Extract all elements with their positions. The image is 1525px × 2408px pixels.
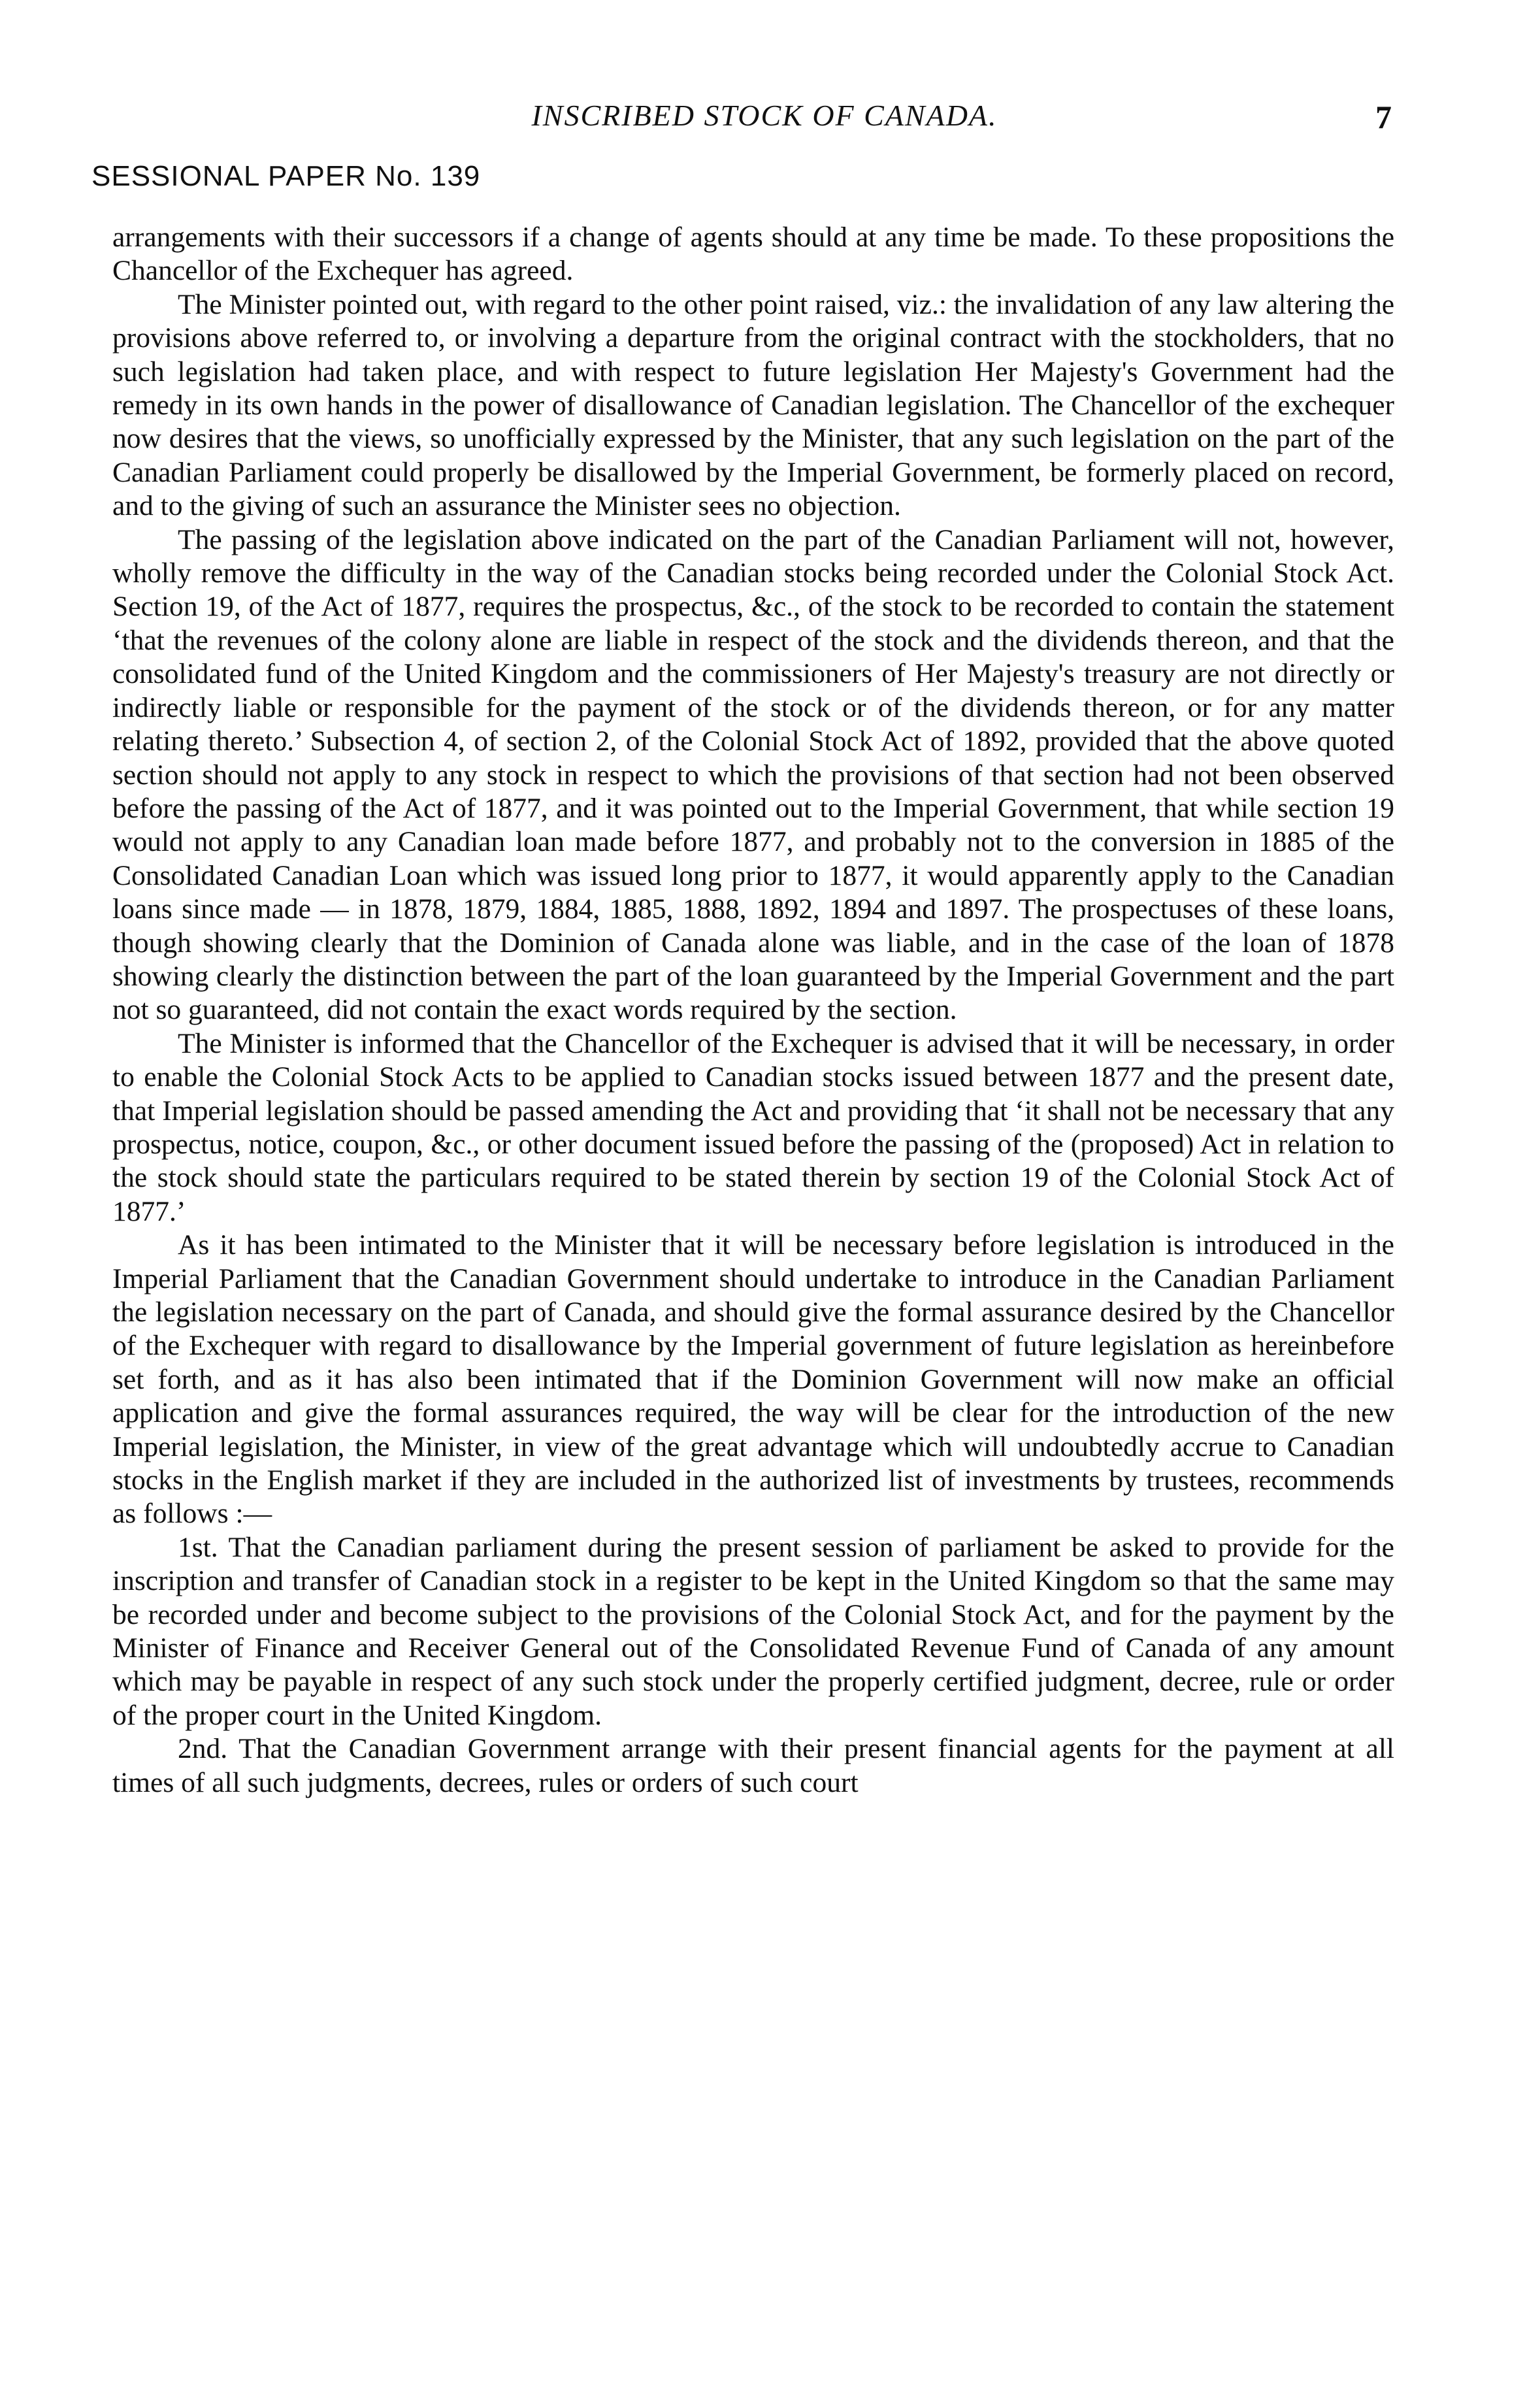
running-title: INSCRIBED STOCK OF CANADA. xyxy=(531,99,998,132)
paragraph: The passing of the legislation above indicated on the part of the Canadian Parliament will not, however, wholly remove the difficulty in the way of the Canadian stocks being recorded under the Colonial Stock Act. Section 19, of the Act of 1877, requires the prospectus, &c., of the stock to be recorded to contain the statement ‘that the revenues of the colony alone are liable in respect of the stock and the dividends thereon, and that the consolidated fund of the United Kingdom and the commissioners of Her Majesty's treasury are not directly or indirectly liable or responsible for the payment of the stock or of the dividends thereon, or for any matter relating thereto.’ Subsection 4, of section 2, of the Colonial Stock Act of 1892, provided that the above quoted section should not apply to any stock in respect to which the provisions of that section had not been observed before the passing of the Act of 1877, and it was pointed out to the Imperial Government, that while section 19 would not apply to any Canadian loan made before 1877, and probably not to the conversion in 1885 of the Consolidated Canadian Loan which was issued long prior to 1877, it would apparently apply to the Canadian loans since made — in 1878, 1879, 1884, 1885, 1888, 1892, 1894 and 1897. The prospectuses of these loans, though showing clearly that the Dominion of Canada alone was liable, and in the case of the loan of 1878 showing clearly the distinction between the part of the loan guaranteed by the Imperial Government and the part not so guaranteed, did not contain the exact words required by the section. xyxy=(112,523,1394,1026)
paragraph: The Minister pointed out, with regard to the other point raised, viz.: the invalidation of any law altering the provisions above referred to, or involving a departure from the original contract with the stockholders, that no such legislation had taken place, and with respect to future legislation Her Majesty's Government had the remedy in its own hands in the power of disallowance of Canadian legislation. The Chancellor of the exchequer now desires that the views, so unofficially expressed by the Minister, that any such legislation on the part of the Canadian Parliament could properly be disallowed by the Imperial Government, be formerly placed on record, and to the giving of such an assurance the Minister sees no objection. xyxy=(112,288,1394,522)
paragraph: As it has been intimated to the Minister that it will be necessary before legislation is introduced in the Imperial Parliament that the Canadian Government should undertake to introduce in the Canadian Parliament the legislation necessary on the part of Canada, and should give the formal assurance desired by the Chancellor of the Exchequer with regard to disallowance by the Imperial government of future legislation as hereinbefore set forth, and as it has also been intimated that if the Dominion Government will now make an official application and give the formal assurances required, the way will be clear for the introduction of the new Imperial legislation, the Minister, in view of the great advantage which will undoubtedly accrue to Canadian stocks in the English market if they are included in the authorized list of investments by trustees, recommends as follows :— xyxy=(112,1229,1394,1530)
paragraph: arrangements with their successors if a change of agents should at any time be made. To these propositions the Chancellor of the Exchequer has agreed. xyxy=(112,222,1394,287)
running-head xyxy=(111,98,1418,144)
paragraph: The Minister is informed that the Chancellor of the Exchequer is advised that it will be necessary, in order to enable the Colonial Stock Acts to be applied to Canadian stocks issued between 1877 and the present date, that Imperial legislation should be passed amending the Act and providing that ‘it shall not be necessary that any prospectus, notice, coupon, &c., or other document issued before the passing of the (proposed) Act in relation to the stock should state the particulars required to be stated therein by section 19 of the Colonial Stock Act of 1877.’ xyxy=(112,1027,1394,1227)
paragraph: 1st. That the Canadian parliament during the present session of parliament be asked to provide for the inscription and transfer of Canadian stock in a register to be kept in the United Kingdom so that the same may be recorded under and become subject to the provisions of the Colonial Stock Act, and for the payment by the Minister of Finance and Receiver General out of the Consolidated Revenue Fund of Canada of any amount which may be payable in respect of any such stock under the properly certified judgment, decree, rule or order of the proper court in the United Kingdom. xyxy=(112,1531,1394,1731)
body-text xyxy=(112,221,1394,1800)
sessional-paper-label: SESSIONAL PAPER No. 139 xyxy=(91,160,481,192)
page-number: 7 xyxy=(1375,99,1392,135)
paragraph: 2nd. That the Canadian Government arrange with their present financial agents for the payment at all times of all such judgments, decrees, rules or orders of such court xyxy=(112,1733,1394,1798)
